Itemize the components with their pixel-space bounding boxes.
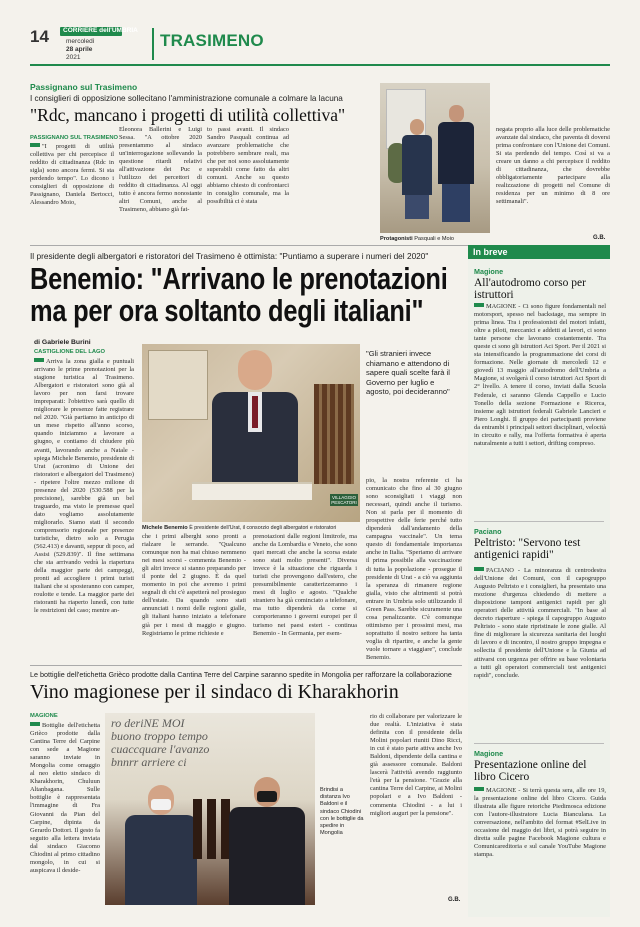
article-column-3 [207, 126, 289, 243]
sidebar-item-title: Peltristo: "Servono test antigenici rapidi" [474, 537, 581, 561]
article-dateline: CASTIGLIONE DEL LAGO [34, 349, 106, 355]
article-photo [105, 713, 315, 905]
photo-bottles [193, 799, 233, 859]
article-column-1 [30, 143, 114, 243]
sidebar-item-text [474, 303, 606, 513]
photo-sign: VILLAGGIO PESCATORI [331, 495, 357, 505]
sidebar-item-text [474, 787, 606, 913]
article-summary: I consiglieri di opposizione sollecitano l'amministrazione comunale a colmare la lacuna [30, 94, 343, 103]
sidebar-in-breve [468, 245, 610, 917]
article-column-2 [119, 126, 202, 243]
column-text: Bottiglie dell'etichetta Grièco prodotte dalla Cantina Terre del Carpine con sede a Magione saranno inviate in Mongolia come omaggio al neo eletto sindaco di Kharakhorin, Chuluun Altanbagana. Sulle bottiglie è rappresentata l'immagine di Fra Giovanni da Pian del Carpine, dipinta da Gerardo Dottori. Il gesto fa seguito alla lettera inviata dal sindaco Giacomo Chiodini al primo cittadino mongolo, in cui si auspicava il deside- [30, 722, 100, 874]
column-text: rio di collaborare per valorizzare le due realtà. L'iniziativa è stata definita con il presidente della Molini popolari riuniti Dino Ricci, in cui è stato parte attiva anche Ivo Baldoni, dipendente della cantina e già assessore comunale. Baldoni lascerà l'attività avendo raggiunto l'età per la pensione. "Grazie alla cantina Terre del Carpine, ai Molini popolari e a Ivo Baldoni - commenta Chiodini - a lui i migliori auguri per la pensione". [370, 713, 462, 817]
article-headline: "Rdc, mancano i progetti di utilità collettiva" [30, 105, 346, 125]
article-summary: Il presidente degli albergatori e ristoratori del Trasimeno è ottimista: "Puntiamo a superare i numeri del 2020" [30, 251, 429, 261]
sidebar-item-title: All'autodromo corso per istruttori [474, 277, 586, 301]
sidebar-item-place: Magione [474, 749, 504, 758]
article-photo [380, 83, 490, 233]
column-text: PACIANO - La minoranza di centrodestra dell'Unione dei Comuni, con il capogruppo Augusto Peltristo e i consiglieri, ha presentato una mozione d'urgenza chiedendo di mettere a disposizione tamponi antigenici rapidi per gli operatori delle attività commerciali. "In base al decreto riaperture - spiega il capogruppo Augusto Peltristo - sono state ripristinate le zone gialle. Al fine di migliorare la sicurezza sanitaria dei luoghi di lavoro e di incontro, il nostro gruppo impegna e sollecita il presidente dell'Unione e la Giunta ad attivarsi con urgenza per offrire su base volontaria a tutti gli operatori commerciali test antigenici rapidi", conclude. [474, 567, 606, 679]
sidebar-item-text [474, 567, 606, 737]
photo-person-left [125, 785, 197, 905]
column-text: pio, la nostra referente ci ha comunicato che fino al 30 giugno sono sconsigliati i viaggi non necessari, quindi anche il turismo. Non si parla per il momento di prospettive delle ferie perché tutto dipenderà dall'andamento della campagna vaccinale". Un tema questo di fondamentale importanza anche in Italia. "Speriamo di arrivare il prima possibile alla vaccinazione di tutta la popolazione - prosegue il presidente di Urat - a ciò va aggiunta la speranza di rimanere regione gialla, visto che altrimenti si potrà entrare in Umbria solo utilizzando il Green Pass. Sarebbe sicuramente una cosa penalizzante. C'è comunque ottimismo per i prossimi mesi, ma soprattutto il nostro settore ha tanta voglia di ripartire, e anche la gente vuole tornare a viaggiare", conclude Benemio. [366, 477, 462, 662]
article-signature: G.B. [448, 897, 461, 903]
sidebar-item-place: Magione [474, 267, 504, 276]
article-byline: di Gabriele Burini [34, 339, 91, 346]
caption-text: È presidente dell'Urat, il consorzio degli albergatori e ristoratori [189, 525, 337, 531]
sidebar-item-place: Paciano [474, 527, 502, 536]
lead-marker [474, 567, 484, 571]
article-column-4 [366, 477, 462, 662]
article-dateline: MAGIONE [30, 713, 58, 719]
sidebar-divider [474, 743, 604, 744]
photo-wall-text: ro deriNE MOI buono troppo tempo cuaccquare l'avanzo bnnrr arriere ci [111, 716, 210, 769]
article-dateline: PASSIGNANO SUL TRASIMENO [30, 135, 119, 141]
article-signature: G.B. [593, 235, 606, 241]
article-column-3 [253, 533, 357, 648]
lead-marker [474, 303, 484, 307]
column-text: MAGIONE - Ci sono figure fondamentali nel motorsport, spesso nel backstage, ma sempre in prima linea. Tra i professionisti del motori infatti, oltre a piloti, meccanici e addetti ai lavori, ci sono tante persone che lavorano costantemente. Tra queste ci sono gli istruttori Aci Sport. Per il 2021 si sta intensificando la programmazione dei corsi di formazione. Nelle giornate di mercoledì 12 e giovedì 13 maggio all'autodromo dell'Umbria a Magione, si svolgerà il corso istruttori Aci Sport di 2° livello. A tenere il corso, inviati dalla Scuola Federale, ci saranno Glenda Cappello e Lucio Tonello della sezione Formazione e Ricerca, insieme agli istruttori federali Gabriele Lancieri e Piero Longhi. Il gruppo dei partecipanti proviene da entrambi i principali settori disciplinari, velocità in circuito e rally, ma l'offerta formativa è aperta naturalmente a tutti i settori, drifting compreso. [474, 303, 606, 447]
article-headline-line-2: ma per ora soltanto degli italiani" [30, 293, 424, 328]
article-kicker: Passignano sul Trasimeno [30, 82, 138, 92]
pull-quote: "Gli stranieri invece chiamano e attendono di sapere quali scelte farà il Governo per luglio e agosto, poi decideranno" [366, 349, 450, 397]
photo-caption: Brindisi a distanza Ivo Baldoni e il sindaco Chiodini con le bottiglie da spedire in Mongolia [320, 787, 364, 837]
header-rule [30, 64, 610, 66]
photo-caption [142, 525, 362, 531]
header-year: 2021 [66, 54, 81, 61]
caption-lead: Michele Benemio [142, 525, 188, 531]
lead-marker [474, 787, 484, 791]
article-passignano [30, 80, 610, 245]
column-text: Arriva la zona gialla e puntuali arrivano le prime prenotazioni per la stagione turistica al Trasimeno. Albergatori e ristoratori sono già al lavoro per non farsi trovare impreparati: l'obiettivo sarà quello di migliorare le presenze fatte registrare nel 2020. "Già partiamo in anticipo di un mese rispetto all'anno scorso, quando iniziammo a lavorare a giugno, e contiamo di chiudere più avanti, lavorando anche a Natale - spiega Michele Benemio, presidente di Urat (acronimo di Unione dei ristoratori e albergatori del Trasimeno) - ripetere l'oltre mezzo milione di presenze del 2020 (530.588 per la precisione), sarebbe già un bel traguardo, ma visto le premesse quel dato vogliamo assolutamente migliorarlo. Siamo stati il secondo comprensorio regionale per presenze turistiche, dietro solo a Perugia (562.413) e davanti, seppur di poco, ad Assisi (529.839)". Il fine settimana che sta arrivando vedrà la riapertura della maggior parte dei campeggi, pronti ad accogliere i primi turisti italiani che si sposteranno con camper, roulotte e tende. La maggior parte dei ristoranti ha riaperto lunedì, con tutte le restrizioni del caso; mentre an- [34, 358, 134, 615]
masthead-logo [60, 27, 138, 36]
article-column-1 [30, 722, 100, 910]
sidebar-header: In breve [468, 245, 610, 259]
article-top-rule [30, 665, 462, 666]
masthead-text: CORRIERE dell'UMBRIA [63, 27, 138, 34]
lead-marker [30, 722, 40, 726]
column-text: to passi avanti. Il sindaco Sandro Pasquali continua ad avanzare problematiche che potrebbero sembrare reali, ma che per noi sono assolutamente superabili come fatto da altri comuni. Anche su questo abbiamo chiesto di confrontarci in consiglio comunale, ma la possibilità ci è stata [207, 126, 289, 206]
page-header [0, 0, 640, 80]
article-benemio [30, 245, 462, 662]
caption-lead: Protagonisti [380, 236, 413, 242]
article-column-3 [370, 713, 462, 897]
article-column-2 [142, 533, 246, 648]
column-text: negata proprio alla luce delle problematiche avanzate dal sindaco, che paventa di doversi prima confrontare con l'Unione dei Comuni. Si sta perdendo del tempo. Così si va a creare un danno a chi percepisce il reddito di cittadinanza, che dovrebbe obbligatoriamente partecipare alla realizzazione di progetti nel Comune di residenza per un minimo di 8 ore settimanali". [496, 126, 610, 206]
article-headline: Vino magionese per il sindaco di Kharakhorin [30, 681, 399, 703]
photo-wall-map [148, 350, 208, 420]
article-headline-line-1: Benemio: "Arrivano le prenotazioni [30, 261, 448, 296]
column-text: "I progetti di utilità collettiva per chi percepisce il reddito di cittadinanza (Rdc in sigla) sono ancora fermi. Si sta perdendo tempo". Lo dicono i consiglieri di opposizione di Passignano, Daniela Bertocci, Alessandro Moio, [30, 143, 114, 207]
article-column-4 [496, 126, 610, 226]
article-column-1 [34, 358, 134, 626]
sidebar-item-title: Presentazione online del libro Cicero [474, 759, 587, 783]
photo-bottles [314, 384, 354, 484]
sidebar-divider [474, 521, 604, 522]
header-divider [152, 28, 154, 60]
photo-caption [380, 236, 490, 242]
lead-marker [34, 358, 44, 362]
photo-person-right [438, 105, 474, 223]
photo-person-right [229, 777, 305, 905]
column-text: prenotazioni dalle regioni limitrofe, ma anche da Lombardia e Veneto, che sono quei mercati che anche la scorsa estate sono stati molto presenti". Diversa invece è la situazione che riguarda i turisti che provengono dall'estero, che presumibilmente caratterizzeranno i mesi di luglio e agosto. "Qualche straniero ha già cominciato a telefonare, ma tutto dipenderà da come si comporteranno i governi europei per il turismo nei paesi esteri - continua Benemio - In Germania, per esem- [253, 533, 357, 637]
photo-person-left [402, 119, 432, 219]
header-date: 28 aprile [66, 46, 93, 53]
header-day: mercoledì [66, 38, 95, 45]
section-title: TRASIMENO [160, 31, 264, 50]
caption-text: Pasquali e Moio [414, 236, 455, 242]
article-vino [30, 665, 462, 917]
article-summary: Le bottiglie dell'etichetta Grièco prodotte dalla Cantina Terre del Carpine saranno spedite in Mongolia per rafforzare la collaborazione [30, 670, 452, 679]
column-text: che i primi alberghi sono pronti a rialzare le serrande. "Qualcuno comunque non ha mai chiuso nemmeno nei mesi scorsi - commenta Benemio - gli altri invece si stanno preparando per il ponte del 2 giugno. È da quel momento in poi che avremo i primi segnali di chi c'è aspetterà nel prosieguo dell'estate. Da quando sono stati annunciati i nomi delle regioni gialle, gli italiani hanno iniziato a telefonare già per i mesi di maggio e giugno. Registriamo le prime richieste e [142, 533, 246, 637]
column-text: Eleonora Ballerini e Luigi Sessa. "A ottobre 2020 presentammo al sindaco un'interrogazione sollevando la questione ritardi relativi all'attivazione dei Puc e l'utilizzo dei percettori di reddito di cittadinanza. Al oggi tutto è ancora fermo nonostante altri Comuni, anche al Trasimeno, abbiano già fat- [119, 126, 202, 214]
article-photo [142, 344, 360, 522]
column-text: MAGIONE - Si terrà questa sera, alle ore 19, la presentazione online del libro Cicero. Guida illustrata alle figure retoriche Piedimosca edizione con l'autore-illustratore Lucia Bianculana. La conversazione, nell'ambito del format #SelLive in occasione del maggio dei libri, si potrà seguire in diretta sulle pagine Facebook Magione cultura e Comunicareditoria e sul canale YouTube Magione stampa. [474, 787, 606, 859]
page-number: 14 [30, 27, 49, 46]
photo-person [212, 350, 298, 522]
lead-marker [30, 143, 40, 147]
